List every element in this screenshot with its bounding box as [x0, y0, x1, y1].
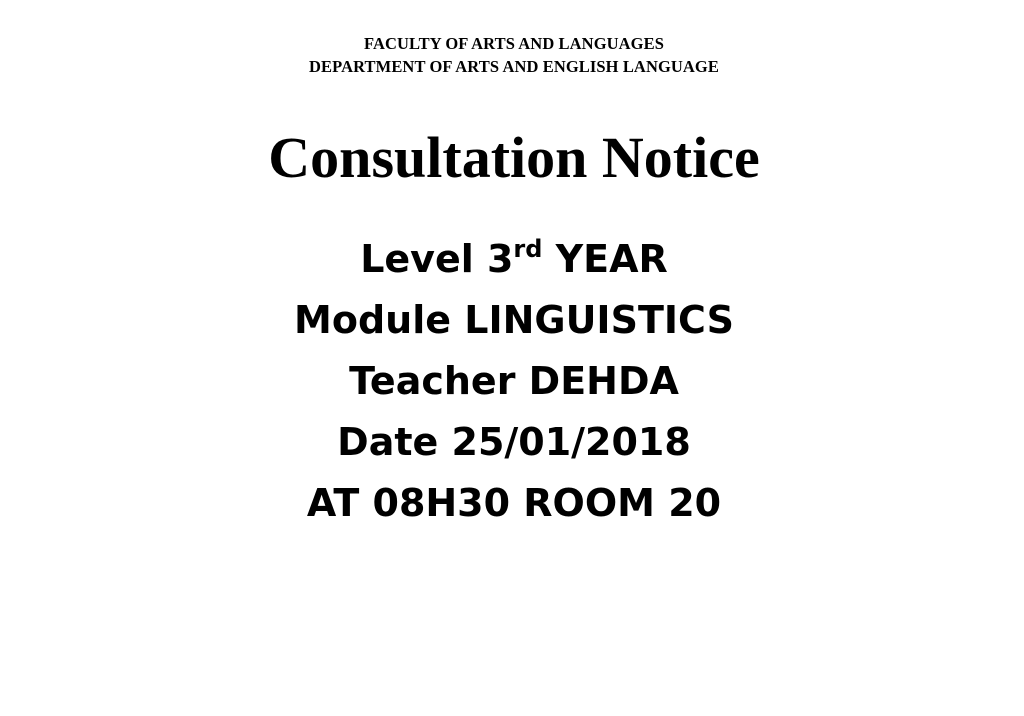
level-line: [0, 236, 1024, 282]
level-prefix: Level 3: [360, 237, 514, 281]
level-suffix: YEAR: [542, 237, 668, 281]
date-line: Date 25/01/2018: [337, 420, 691, 464]
faculty-heading: FACULTY OF ARTS AND LANGUAGES: [364, 34, 664, 53]
time-room-line: AT 08H30 ROOM 20: [306, 481, 722, 525]
level-ordinal: rd: [513, 235, 543, 263]
teacher-line: Teacher DEHDA: [349, 359, 679, 403]
module-line: Module LINGUISTICS: [294, 298, 734, 342]
department-heading: DEPARTMENT OF ARTS AND ENGLISH LANGUAGE: [309, 57, 719, 76]
notice-title: Consultation Notice: [268, 125, 760, 190]
